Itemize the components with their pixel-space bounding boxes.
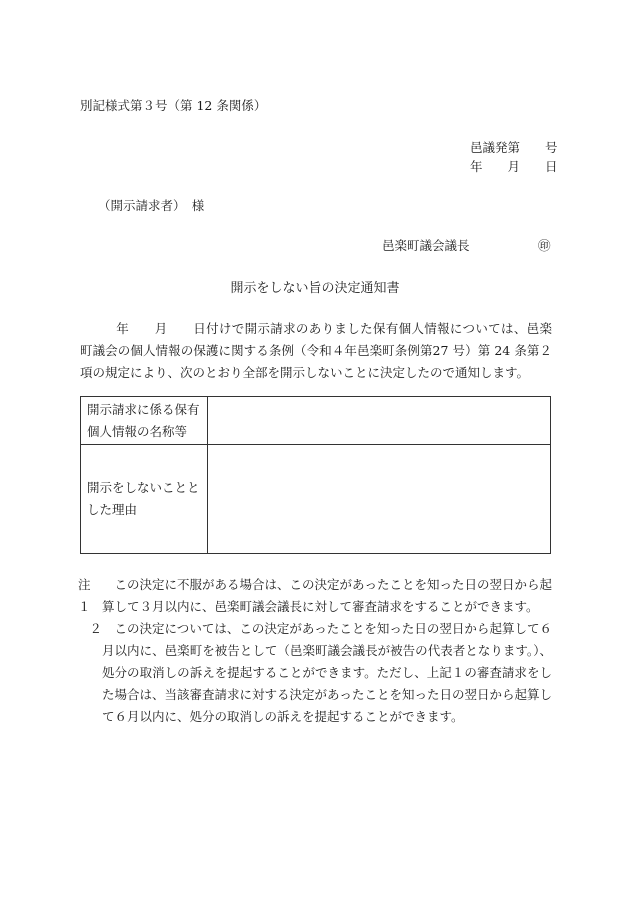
document-number: 邑議発第 号 bbox=[470, 140, 558, 155]
addressee: （開示請求者） 様 bbox=[98, 198, 205, 213]
issuer-name: 邑楽町議会議長 bbox=[382, 238, 470, 253]
date-line: 年 月 日 bbox=[470, 159, 558, 174]
note-number: ２ bbox=[89, 621, 102, 636]
note-number: 注１ bbox=[78, 577, 91, 614]
note-text: この決定については、この決定があったことを知った日の翌日から起算して６月以内に、邑楽町を被告として（邑楽町議会議長が被告の代表者となります。）、処分の取消しの訴えを提起することができます。ただし、上記１の審査請求をした場合は、当該審査請求に対する決定があったことを知った日の翌日から起算して６月以内に、処分の取消しの訴えを提起することができます。 bbox=[102, 621, 552, 724]
body-paragraph: 年 月 日付けで開示請求のありました保有個人情報については、邑楽町議会の個人情報の保護に関する条例（令和４年邑楽町条例第27 号）第 24 条第２項の規定により、次のとおり全部を開示しないことに決定したので通知します。 bbox=[80, 321, 552, 380]
note-item bbox=[80, 574, 552, 618]
form-reference: 別記様式第３号（第 12 条関係） bbox=[80, 98, 267, 113]
table-value-info-name bbox=[208, 397, 551, 445]
note-item bbox=[80, 618, 552, 728]
seal-mark: ㊞ bbox=[538, 238, 551, 253]
table-label-reason: 開示をしないこととした理由 bbox=[81, 445, 208, 554]
table-row bbox=[81, 445, 551, 554]
table-label-info-name: 開示請求に係る保有個人情報の名称等 bbox=[81, 397, 208, 445]
info-table bbox=[80, 396, 551, 554]
notes-section bbox=[80, 574, 552, 728]
table-row bbox=[81, 397, 551, 445]
table-value-reason bbox=[208, 445, 551, 554]
document-title: 開示をしない旨の決定通知書 bbox=[230, 281, 400, 296]
note-text: この決定に不服がある場合は、この決定があったことを知った日の翌日から起算して３月以内に、邑楽町議会議長に対して審査請求をすることができます。 bbox=[102, 577, 552, 614]
